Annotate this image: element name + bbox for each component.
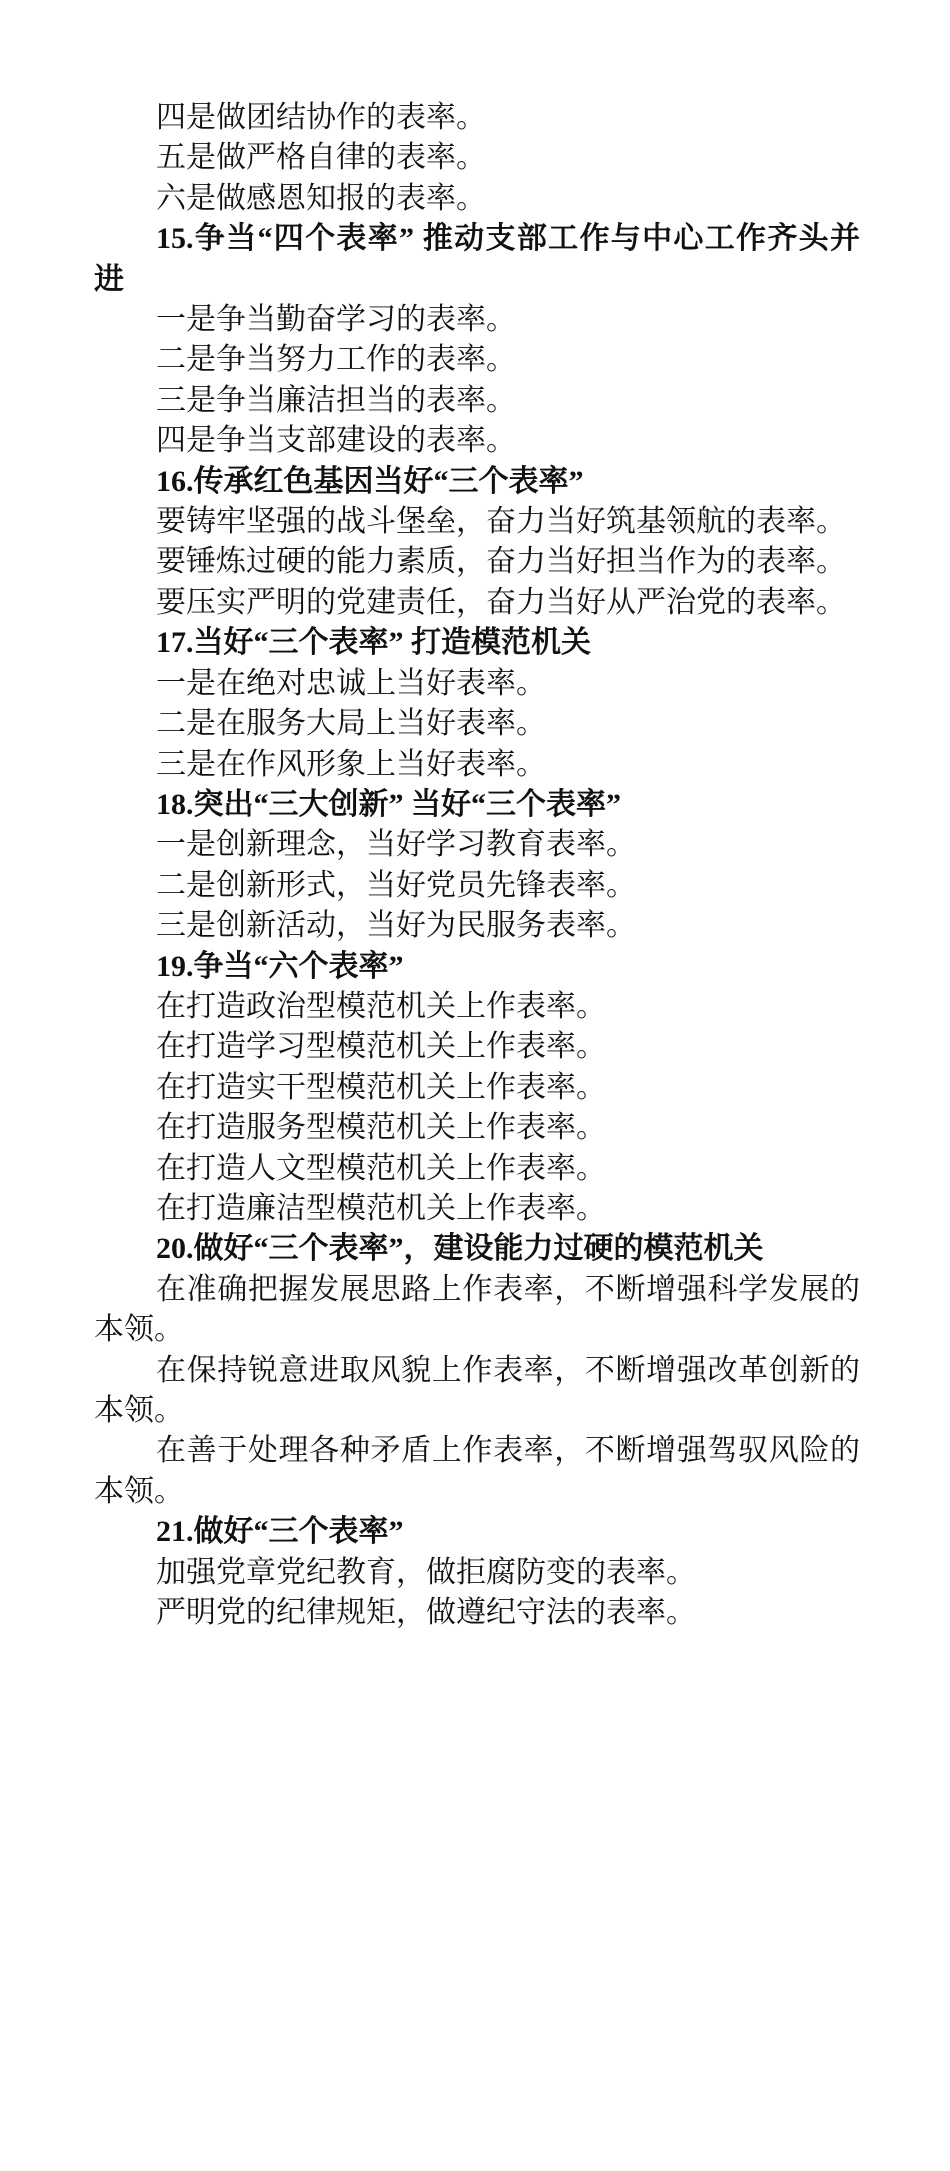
body-paragraph: 六是做感恩知报的表率。 bbox=[156, 181, 486, 215]
document-body bbox=[94, 98, 860, 1633]
body-paragraph: 四是做团结协作的表率。 bbox=[156, 101, 486, 134]
body-paragraph: 在打造服务型模范机关上作表率。 bbox=[156, 1111, 606, 1145]
section-heading: 17.当好“三个表率” 打造模范机关 bbox=[156, 626, 591, 660]
section-heading: 15.争当“四个表率” 推动支部工作与中心工作齐头并进 bbox=[94, 222, 860, 296]
body-paragraph: 严明党的纪律规矩，做遵纪守法的表率。 bbox=[156, 1596, 696, 1630]
body-paragraph: 三是创新活动，当好为民服务表率。 bbox=[156, 909, 636, 943]
body-paragraph: 加强党章党纪教育，做拒腐防变的表率。 bbox=[156, 1555, 696, 1589]
body-paragraph: 在打造政治型模范机关上作表率。 bbox=[156, 989, 606, 1023]
section-heading: 21.做好“三个表率” bbox=[156, 1515, 404, 1549]
body-paragraph: 一是在绝对忠诚上当好表率。 bbox=[156, 666, 546, 700]
body-paragraph: 在准确把握发展思路上作表率，不断增强科学发展的本领。 bbox=[94, 1272, 860, 1347]
body-paragraph: 在打造人文型模范机关上作表率。 bbox=[156, 1151, 606, 1185]
body-paragraph: 二是争当努力工作的表率。 bbox=[156, 343, 516, 377]
body-paragraph: 要铸牢坚强的战斗堡垒，奋力当好筑基领航的表率。 bbox=[156, 505, 846, 539]
body-paragraph: 三是在作风形象上当好表率。 bbox=[156, 747, 546, 781]
body-paragraph: 五是做严格自律的表率。 bbox=[156, 141, 486, 175]
body-paragraph: 二是创新形式，当好党员先锋表率。 bbox=[156, 868, 636, 902]
body-paragraph: 二是在服务大局上当好表率。 bbox=[156, 707, 546, 741]
body-paragraph: 要锤炼过硬的能力素质，奋力当好担当作为的表率。 bbox=[156, 545, 846, 579]
body-paragraph: 要压实严明的党建责任，奋力当好从严治党的表率。 bbox=[156, 585, 846, 619]
body-paragraph: 一是争当勤奋学习的表率。 bbox=[156, 303, 516, 337]
body-paragraph: 在善于处理各种矛盾上作表率，不断增强驾驭风险的本领。 bbox=[94, 1434, 860, 1508]
body-paragraph: 在打造廉洁型模范机关上作表率。 bbox=[156, 1191, 606, 1225]
body-paragraph: 在保持锐意进取风貌上作表率，不断增强改革创新的本领。 bbox=[94, 1353, 860, 1427]
body-paragraph: 在打造学习型模范机关上作表率。 bbox=[156, 1030, 606, 1064]
section-heading: 19.争当“六个表率” bbox=[156, 949, 404, 983]
body-paragraph: 一是创新理念，当好学习教育表率。 bbox=[156, 828, 636, 862]
section-heading: 18.突出“三大创新” 当好“三个表率” bbox=[156, 787, 621, 821]
section-heading: 16.传承红色基因当好“三个表率” bbox=[156, 464, 584, 498]
body-paragraph: 在打造实干型模范机关上作表率。 bbox=[156, 1070, 606, 1104]
section-heading: 20.做好“三个表率”，建设能力过硬的模范机关 bbox=[156, 1232, 764, 1266]
body-paragraph: 三是争当廉洁担当的表率。 bbox=[156, 383, 516, 417]
body-paragraph: 四是争当支部建设的表率。 bbox=[156, 424, 516, 458]
